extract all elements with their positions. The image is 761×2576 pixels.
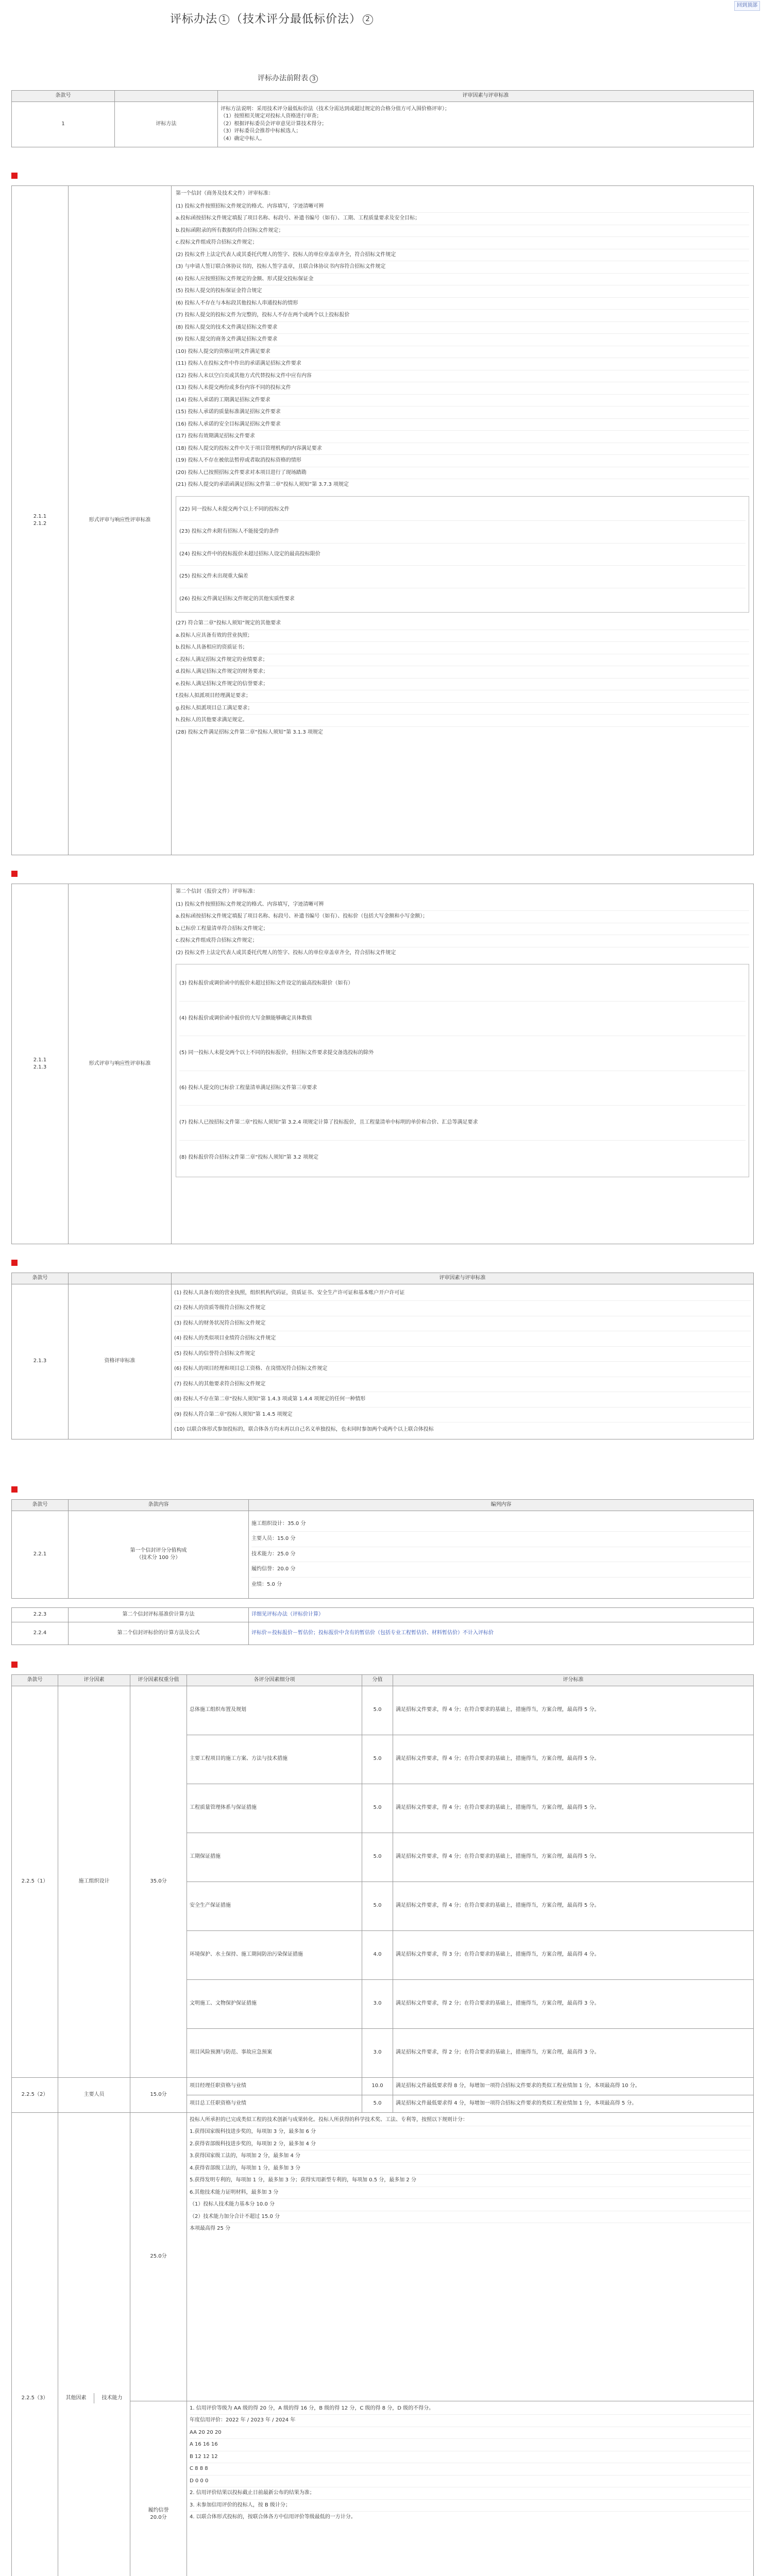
criteria-item: (7) 投标人提交的投标文件为完整的，投标人不存在两个或两个以上投标报价	[176, 310, 749, 322]
sub-score: 5.0	[362, 2095, 393, 2112]
standard-line: 投标人所承担的已完成类似工程的技术创新与成果转化。投标人所获得的科学技术奖、工法、专利等，按照以下规则计分：	[190, 2114, 751, 2127]
criteria-item: (1) 投标文件按照招标文件规定的格式、内容填写，字迹清晰可辨	[176, 201, 749, 213]
score-item: 履约信誉：20.0 分	[251, 1562, 751, 1578]
standard-line: 5.获得发明专利的，每项加 1 分，最多加 3 分；获得实用新型专利的，每项加 0.5 分，最多加 2 分	[190, 2175, 751, 2187]
standard-line: 4. 以联合体形式投标的，按联合体各方中信用评价等级最低的一方计分。	[190, 2514, 356, 2520]
clause-content	[69, 1511, 249, 1598]
criteria-item: (3) 投标报价或调价函中的报价未超过招标文件设定的最高投标限价（如有）	[179, 967, 746, 1002]
sub-standard: 满足招标文件要求，得 4 分；在符合要求的基础上，措施得当，方案合理，最高得 5 分。	[393, 1735, 754, 1784]
sub-standard: 满足招标文件要求，得 4 分；在符合要求的基础上，措施得当，方案合理，最高得 5 分。	[393, 1686, 754, 1735]
back-to-top-link[interactable]: 回到顶部	[734, 1, 760, 11]
clause-no: 2.1.3	[12, 1284, 69, 1439]
clause-no-b: 2.1.3	[33, 1064, 47, 1070]
standard-line: 年度信用评价：2022 年 / 2023 年 / 2024 年	[190, 2415, 751, 2427]
table-first-envelope-review	[11, 185, 754, 855]
col-header-criteria: 评审因素与评审标准	[218, 91, 754, 102]
col-header-clause: 条款号	[12, 91, 115, 102]
criteria-item: b.投标人具备相应的资质证书；	[176, 642, 749, 654]
criteria-sublist	[176, 618, 749, 738]
criteria-line: 评标方法说明：采用技术评分最低标价法（技术分需达到或超过规定的合格分值方可入围价格评审）；	[221, 106, 450, 112]
sub-standard: 满足招标文件最低要求得 4 分，每增加一项符合招标文件要求的类似工程业绩加 1 分，本项最高得 5 分。	[393, 2095, 754, 2112]
criteria-item: b.已标价工程量清单符合招标文件规定；	[176, 923, 749, 936]
criteria-item: f.投标人拟派项目经理满足要求；	[176, 690, 749, 703]
standard-line: （2）技术能力加分合计不超过 15.0 分	[190, 2211, 751, 2224]
sub-score: 5.0	[362, 1686, 393, 1735]
criteria-item: (8) 投标人提交的技术文件满足招标文件要求	[176, 322, 749, 334]
standard-line: 6.其他技术能力证明材料，最多加 3 分	[190, 2187, 751, 2199]
sub-score: 3.0	[362, 2028, 393, 2077]
criteria-item: g.投标人拟派项目总工满足要求；	[176, 703, 749, 715]
col-header-blank	[115, 91, 218, 102]
sub-item: 安全生产保证措施	[187, 1882, 362, 1930]
table-second-envelope-review	[11, 884, 754, 1244]
sub-standard: 满足招标文件要求，得 4 分；在符合要求的基础上，措施得当，方案合理，最高得 5 分。	[393, 1784, 754, 1833]
section-marker	[11, 871, 18, 877]
sub-item: 总体施工组织布置及规划	[187, 1686, 362, 1735]
sub-item: 文明施工、文物保护保证措施	[187, 1979, 362, 2028]
factor-name: 主要人员	[58, 2077, 130, 2112]
criteria-cell	[172, 1284, 754, 1439]
sub-score: 10.0	[362, 2077, 393, 2095]
criteria-line: （4）确定中标人。	[221, 135, 265, 142]
criteria-item: (23) 投标文件未附有招标人不能接受的条件	[179, 521, 746, 544]
standard-line: C 8 8 8	[190, 2463, 751, 2476]
clause-content-line: （技术分 100 分）	[136, 1555, 181, 1561]
criteria-item: (1) 投标文件按照招标文件规定的格式、内容填写，字迹清晰可辨	[176, 899, 749, 911]
col-header-subitem: 各评分因素细分项	[187, 1675, 362, 1686]
score-item: 施工组织设计：35.0 分	[251, 1517, 751, 1532]
criteria-item: (5) 同一投标人未提交两个以上不同的投标报价，但招标文件要求提交备选投标的除外	[179, 1036, 746, 1071]
criteria-item: (16) 投标人承诺的安全目标满足招标文件要求	[176, 419, 749, 431]
sub-standard: 满足招标文件要求，得 2 分；在符合要求的基础上，措施得当，方案合理，最高得 3 分。	[393, 2028, 754, 2077]
col-header-clause: 条款号	[12, 1500, 69, 1511]
standard-line: D 0 0 0	[190, 2476, 751, 2488]
criteria-item: b.投标函附录的所有数据均符合招标文件规定；	[176, 225, 749, 238]
criteria-item: (3) 与申请人签订联合体协议书的，投标人签字盖章，且联合体协议书内容符合招标文件规定	[176, 261, 749, 274]
page-title	[170, 11, 375, 28]
factor-weight: 15.0分	[130, 2077, 187, 2112]
footnote-marker-2[interactable]: 2	[363, 14, 373, 25]
criteria-item: (8) 投标人不存在第二章“投标人须知”第 1.4.3 项或第 1.4.4 项规定的任何一种情形	[174, 1392, 751, 1408]
criteria-item: c.投标文件组成符合招标文件规定；	[176, 935, 749, 947]
criteria-item: (5) 投标人提交的投标保证金符合规定	[176, 285, 749, 298]
criteria-item: (25) 投标文件未出现重大偏差	[179, 566, 746, 588]
criteria-item: e.投标人满足招标文件规定的信誉要求；	[176, 679, 749, 691]
col-header-clause: 条款号	[12, 1675, 58, 1686]
criteria-item: a.投标函按招标文件规定填报了项目名称、标段号、补遗书编号（如有）、投标价（包括大写金额和小写金额）；	[176, 911, 749, 923]
table-score-composition	[11, 1499, 754, 1599]
criteria-item: (7) 投标人已按招标文件第二章“投标人须知”第 3.2.4 项规定计算了投标报价，且工程量清单中标明的单价和合价、汇总等满足要求	[179, 1106, 746, 1141]
factor-weight: 35.0分	[130, 1686, 187, 2077]
factor-group	[58, 2112, 130, 2576]
score-item: 技术能力：25.0 分	[251, 1547, 751, 1563]
standard-line: A 16 16 16	[190, 2439, 751, 2451]
clause-no	[12, 186, 69, 855]
table-evaluation-method	[11, 90, 754, 147]
col-header-listing: 编列内容	[249, 1500, 754, 1511]
criteria-item: (21) 投标人提交的承诺函满足招标文件第二章“投标人须知”第 3.7.3 项规定	[176, 482, 349, 487]
criteria-item: (26) 投标文件满足招标文件规定的其他实质性要求	[179, 596, 295, 602]
criteria-item: (9) 投标人提交的商务文件满足招标文件要求	[176, 334, 749, 346]
clause-content[interactable]: 评标价＝投标报价－暂估价；投标报价中含有的暂估价（包括专业工程暂估价、材料暂估价）不计入评标价	[249, 1622, 754, 1645]
criteria-item: (22) 同一投标人未提交两个以上不同的投标文件	[179, 499, 746, 521]
col-header-blank	[69, 1273, 172, 1284]
clause-no: 2.2.5（1）	[12, 1686, 58, 2077]
criteria-item: (19) 投标人不存在被依法暂停或者取消投标资格的情形	[176, 455, 749, 467]
clause-no: 2.2.5（3）	[12, 2112, 58, 2576]
criteria-item: (14) 投标人承诺的工期满足招标文件要求	[176, 395, 749, 407]
sub-score: 5.0	[362, 1784, 393, 1833]
factor-weight-value: 20.0分	[150, 2515, 167, 2520]
factor-weight: 25.0分	[130, 2112, 187, 2401]
clause-name: 形式评审与响应性评审标准	[69, 186, 172, 855]
criteria-line: （2）根据评标委员会评审意见计算技术得分；	[221, 121, 327, 127]
listing-cell	[249, 1511, 754, 1598]
section-marker	[11, 1260, 18, 1266]
clause-name: 第二个信封评标价的计算方法及公式	[69, 1622, 249, 1645]
col-header-weight: 评分因素权重分值	[130, 1675, 187, 1686]
title-suffix: （技术评分最低标价法）	[231, 13, 362, 26]
clause-no: 2.2.4	[12, 1622, 69, 1645]
criteria-item: (10) 投标人提交的资格证明文件满足要求	[176, 346, 749, 359]
subtitle	[258, 73, 318, 83]
criteria-item: (5) 投标人的信誉符合招标文件规定	[174, 1347, 751, 1362]
col-header-factor: 评分因素	[58, 1675, 130, 1686]
criteria-item: (28) 投标文件满足招标文件第二章“投标人须知”第 3.1.3 项规定	[176, 729, 323, 735]
criteria-item: (2) 投标文件上法定代表人或其委托代理人的签字、投标人的单位章盖章齐全，符合招标文件规定	[176, 249, 749, 262]
standard-line: 1. 信用评价等级为 AA 级的得 20 分，A 级的得 16 分，B 级的得 12 分，C 级的得 8 分，D 级的不得分。	[190, 2403, 751, 2415]
sub-standard: 满足招标文件要求，得 2 分；在符合要求的基础上，措施得当，方案合理，最高得 3 分。	[393, 1979, 754, 2028]
criteria-item: (6) 投标人提交的已标价工程量清单满足招标文件第三章要求	[179, 1071, 746, 1106]
criteria-cell	[218, 101, 754, 147]
sub-item: 工期保证措施	[187, 1833, 362, 1882]
factor-name: 技术能力	[102, 2395, 123, 2401]
col-header-score: 分值	[362, 1675, 393, 1686]
criteria-line: （3）评标委员会推荐中标候选人；	[221, 128, 301, 134]
score-item: 主要人员：15.0 分	[251, 1532, 751, 1547]
sub-item: 项目经理任职资格与业绩	[187, 2077, 362, 2095]
criteria-item: (4) 投标人应按照招标文件规定的金额、形式提交投标保证金	[176, 274, 749, 286]
sub-score: 5.0	[362, 1833, 393, 1882]
clause-content-line: 第一个信封评分分值构成	[130, 1547, 187, 1553]
title-main: 评标办法	[170, 13, 218, 26]
clause-no: 2.2.1	[12, 1511, 69, 1598]
subtitle-text: 评标办法前附表	[258, 74, 308, 82]
sub-standard: 满足招标文件最低要求得 8 分，每增加一项符合招标文件要求的类似工程业绩加 1 分，本项最高得 10 分。	[393, 2077, 754, 2095]
sub-item: 环境保护、水土保持、施工期间防治污染保证措施	[187, 1930, 362, 1979]
criteria-item: (27) 符合第二章“投标人须知”规定的其他要求	[176, 618, 749, 630]
criteria-item: (10) 以联合体形式参加投标的，联合体各方均未再以自己名义单独投标，也未同时参加两个或两个以上联合体投标	[174, 1427, 434, 1432]
criteria-item: (4) 投标报价或调价函中报价的大写金额能够确定具体数值	[179, 1002, 746, 1037]
col-header-criteria: 评审因素与评审标准	[172, 1273, 754, 1284]
clause-no: 2.2.3	[12, 1608, 69, 1622]
sub-item: 主要工程项目的施工方案、方法与技术措施	[187, 1735, 362, 1784]
criteria-item: (17) 投标有效期满足招标文件要求	[176, 431, 749, 443]
group-name: 其他因素	[58, 2393, 94, 2404]
criteria-item: (11) 投标人在投标文件中作出的承诺满足招标文件要求	[176, 358, 749, 370]
criteria-item: (1) 投标人具备有效的营业执照，组织机构代码证，资质证书、安全生产许可证和基本账户开户许可证	[174, 1286, 751, 1301]
criteria-item: (24) 投标文件中的投标报价未超过招标人设定的最高投标限价	[179, 544, 746, 566]
standard-line: AA 20 20 20	[190, 2427, 751, 2439]
standard-line: 本项最高得 25 分	[190, 2226, 231, 2231]
sub-item: 项目风险预测与防范、事故应急预案	[187, 2028, 362, 2077]
sub-standard: 满足招标文件要求，得 4 分；在符合要求的基础上，措施得当，方案合理，最高得 5 分。	[393, 1882, 754, 1930]
clause-content[interactable]: 详细见评标办法（评标价计算）	[249, 1608, 754, 1622]
section-marker	[11, 1662, 18, 1668]
criteria-item: (13) 投标人未提交两份或多份内容不同的投标文件	[176, 382, 749, 395]
criteria-item: (2) 投标人的资质等级符合招标文件规定	[174, 1301, 751, 1316]
factor-weight	[130, 2401, 187, 2576]
criteria-item: (9) 投标人符合第二章“投标人须知”第 1.4.5 项规定	[174, 1408, 751, 1423]
table-qualification-review	[11, 1273, 754, 1439]
standard-line: 2. 信用评价结果以投标截止日前最新公布的结果为准；	[190, 2487, 751, 2500]
standard-line: （1）投标人技术能力基本分 10.0 分	[190, 2199, 751, 2211]
criteria-item: h.投标人的其他要求满足规定。	[176, 715, 749, 727]
clause-name: 第二个信封评标基准价计算方法	[69, 1608, 249, 1622]
criteria-item: a.投标人应具备有效的营业执照；	[176, 630, 749, 642]
criteria-item: a.投标函按招标文件规定填报了项目名称、标段号、补遗书编号（如有）、工期、工程质量要求及安全目标；	[176, 213, 749, 225]
section-marker	[11, 173, 18, 179]
standard-line: 1.获得国家级科技进步奖的，每项加 3 分，最多加 6 分	[190, 2126, 751, 2139]
footnote-marker-3[interactable]: 3	[310, 75, 318, 83]
clause-no-b: 2.1.2	[33, 521, 47, 527]
criteria-box	[176, 964, 749, 1177]
criteria-item: c.投标文件组成符合招标文件规定；	[176, 237, 749, 249]
factor-name: 施工组织设计	[58, 1686, 130, 2077]
criteria-item: (15) 投标人承诺的质量标准满足招标文件要求	[176, 406, 749, 419]
standard-line: 4.获得省部级工法的，每项加 1 分，最多加 3 分	[190, 2163, 751, 2175]
criteria-item: (7) 投标人的其他要求符合招标文件规定	[174, 1377, 751, 1393]
clause-no: 2.2.5（2）	[12, 2077, 58, 2112]
criteria-item: (4) 投标人的类似项目业绩符合招标文件规定	[174, 1331, 751, 1347]
sub-standard: 满足招标文件要求，得 3 分；在符合要求的基础上，措施得当，方案合理，最高得 4 分。	[393, 1930, 754, 1979]
criteria-item: (3) 投标人的财务状况符合招标文件规定	[174, 1316, 751, 1332]
standard-line: B 12 12 12	[190, 2451, 751, 2464]
sub-score: 5.0	[362, 1882, 393, 1930]
sub-score: 4.0	[362, 1930, 393, 1979]
clause-name: 形式评审与响应性评审标准	[69, 884, 172, 1244]
criteria-item: (20) 投标人已按照招标文件要求对本项目进行了现场踏勘	[176, 467, 749, 480]
criteria-intro: 第二个信封（报价文件）评审标准：	[176, 889, 258, 894]
table-bid-price-calc	[11, 1607, 754, 1645]
factor-standard	[187, 2401, 754, 2576]
criteria-item: (18) 投标人提交的投标文件中关于项目管理机构的内容满足要求	[176, 443, 749, 455]
col-header-content: 条款内容	[69, 1500, 249, 1511]
sub-item: 项目总工任职资格与业绩	[187, 2095, 362, 2112]
criteria-intro: 第一个信封（商务及技术文件）评审标准：	[176, 191, 274, 196]
factor-name: 履约信誉	[148, 2507, 169, 2513]
criteria-item: d.投标人满足招标文件规定的财务要求；	[176, 666, 749, 679]
criteria-list	[176, 201, 749, 491]
table-scoring-criteria	[11, 1674, 754, 2576]
criteria-line: （1）按照相关规定对投标人资格进行审查；	[221, 113, 322, 120]
sub-score: 3.0	[362, 1979, 393, 2028]
standard-line: 3.获得国家级工法的，每项加 2 分，最多加 4 分	[190, 2150, 751, 2163]
score-item: 业绩：5.0 分	[251, 1581, 282, 1587]
criteria-item: (6) 投标人的项目经理和项目总工资格、在岗情况符合招标文件规定	[174, 1362, 751, 1377]
criteria-box	[176, 496, 749, 613]
clause-no-a: 2.1.1	[33, 1057, 47, 1063]
col-header-standard: 评分标准	[393, 1675, 754, 1686]
standard-line: 3. 未参加信用评价的投标人，按 B 级计分；	[190, 2500, 751, 2512]
criteria-item: (6) 投标人不存在与本标段其他投标人串通投标的情形	[176, 298, 749, 310]
col-header-clause: 条款号	[12, 1273, 69, 1284]
standard-line: 2.获得省部级科技进步奖的，每项加 2 分，最多加 4 分	[190, 2139, 751, 2151]
sub-score: 5.0	[362, 1735, 393, 1784]
footnote-marker-1[interactable]: 1	[219, 14, 229, 25]
clause-no	[12, 884, 69, 1244]
criteria-item: (12) 投标人未以空白页或其他方式代替投标文件中应有内容	[176, 370, 749, 383]
factor-standard	[187, 2112, 754, 2401]
clause-name: 评标方法	[115, 101, 218, 147]
criteria-item: c.投标人满足招标文件规定的业绩要求；	[176, 654, 749, 667]
criteria-cell	[172, 884, 754, 1244]
section-marker	[11, 1486, 18, 1493]
clause-name: 资格评审标准	[69, 1284, 172, 1439]
sub-standard: 满足招标文件要求，得 4 分；在符合要求的基础上，措施得当，方案合理，最高得 5 分。	[393, 1833, 754, 1882]
criteria-cell	[172, 186, 754, 855]
sub-item: 工程质量管理体系与保证措施	[187, 1784, 362, 1833]
clause-no-a: 2.1.1	[33, 513, 47, 519]
criteria-item: (8) 投标报价符合招标文件第二章“投标人须知”第 3.2 项规定	[179, 1154, 318, 1160]
criteria-item: (2) 投标文件上法定代表人或其委托代理人的签字、投标人的单位章盖章齐全，符合招标文件规定	[176, 950, 396, 956]
clause-no: 1	[12, 101, 115, 147]
